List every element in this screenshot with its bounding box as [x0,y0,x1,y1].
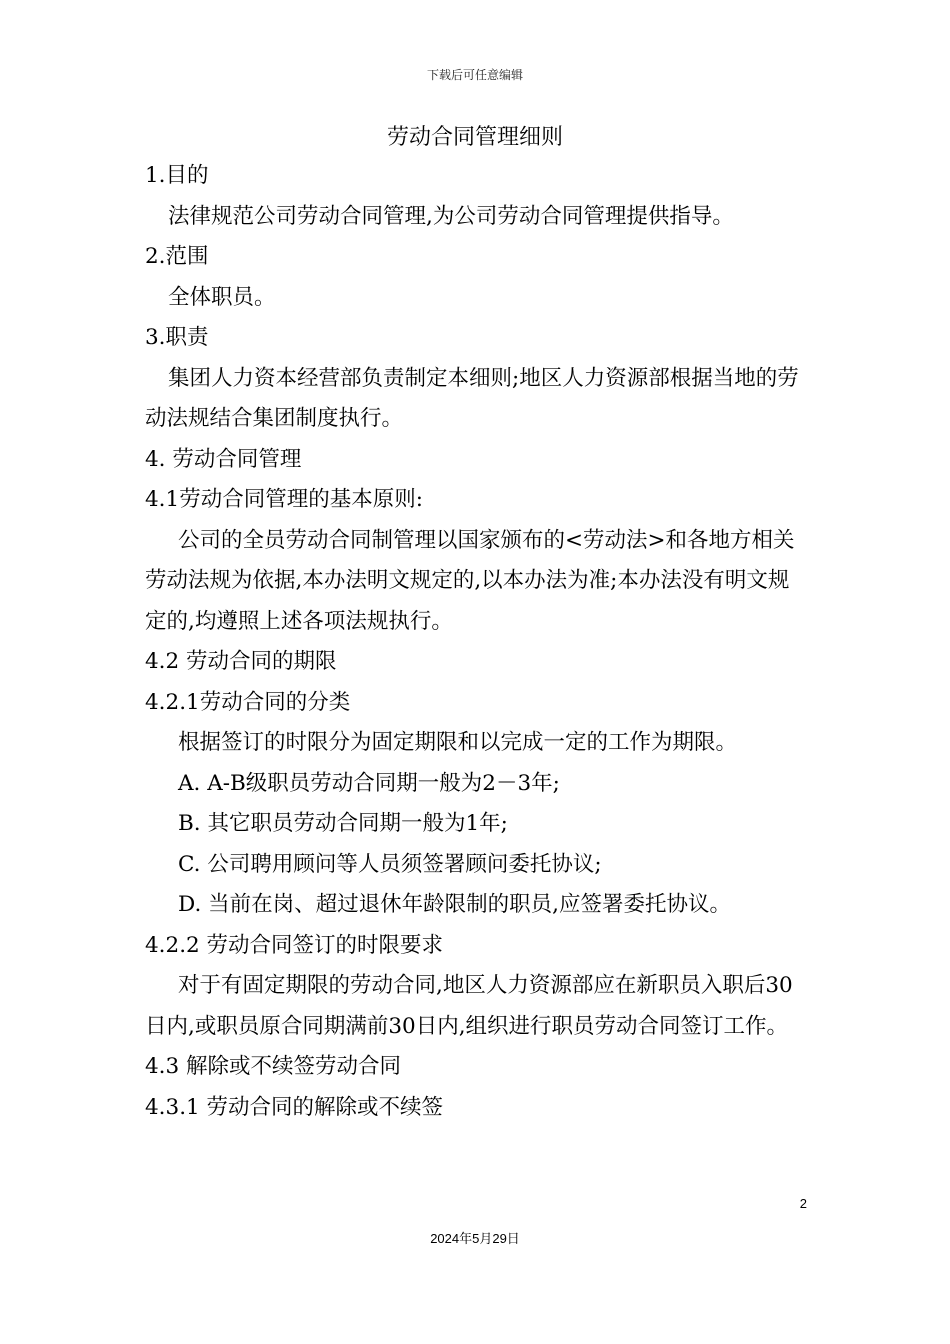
purpose-text: 法律规范公司劳动合同管理,为公司劳动合同管理提供指导。 [168,203,734,229]
subsection-heading-term: 4.2 劳动合同的期限 [145,649,337,674]
scope-text: 全体职员。 [168,284,276,310]
list-item-a: A. A-B级职员劳动合同期一般为2－3年; [178,770,560,796]
section-heading-contract-management: 4. 劳动合同管理 [145,446,302,472]
subsection-heading-termination-detail: 4.3.1 劳动合同的解除或不续签 [145,1094,444,1120]
page-number: 2 [799,1196,807,1211]
section-heading-scope: 2.范围 [145,244,209,269]
signing-deadline-text: 对于有固定期限的劳动合同,地区人力资源部应在新职员入职后30日内,或职员原合同期满前30日内,组织进行职员劳动合同签订工作。 [145,973,793,1039]
subsection-heading-classification: 4.2.1劳动合同的分类 [145,689,351,715]
subsection-heading-signing-deadline: 4.2.2 劳动合同签订的时限要求 [145,932,444,958]
document-body [145,156,810,1128]
list-item-b: B. 其它职员劳动合同期一般为1年; [178,811,508,836]
subsection-heading-principles: 4.1劳动合同管理的基本原则: [145,487,423,512]
section-heading-responsibility: 3.职责 [145,325,209,350]
classification-text: 根据签订的时限分为固定期限和以完成一定的工作为期限。 [178,730,738,755]
principles-text: 公司的全员劳动合同制管理以国家颁布的<劳动法>和各地方相关劳动法规为依据,本办法明文规定的,以本办法为准;本办法没有明文规定的,均遵照上述各项法规执行。 [145,527,795,634]
list-item-c: C. 公司聘用顾问等人员须签署顾问委托协议; [178,851,602,877]
page-header: 下载后可任意编辑 [426,68,523,82]
subsection-heading-termination: 4.3 解除或不续签劳动合同 [145,1054,402,1079]
list-item-d: D. 当前在岗、超过退休年龄限制的职员,应签署委托协议。 [178,892,731,917]
document-title: 劳动合同管理细则 [386,125,563,150]
responsibility-text: 集团人力资本经营部负责制定本细则;地区人力资源部根据当地的劳动法规结合集团制度执行。 [145,365,799,431]
section-heading-purpose: 1.目的 [145,163,209,188]
page-footer-date: 2024年5月29日 [430,1231,520,1246]
